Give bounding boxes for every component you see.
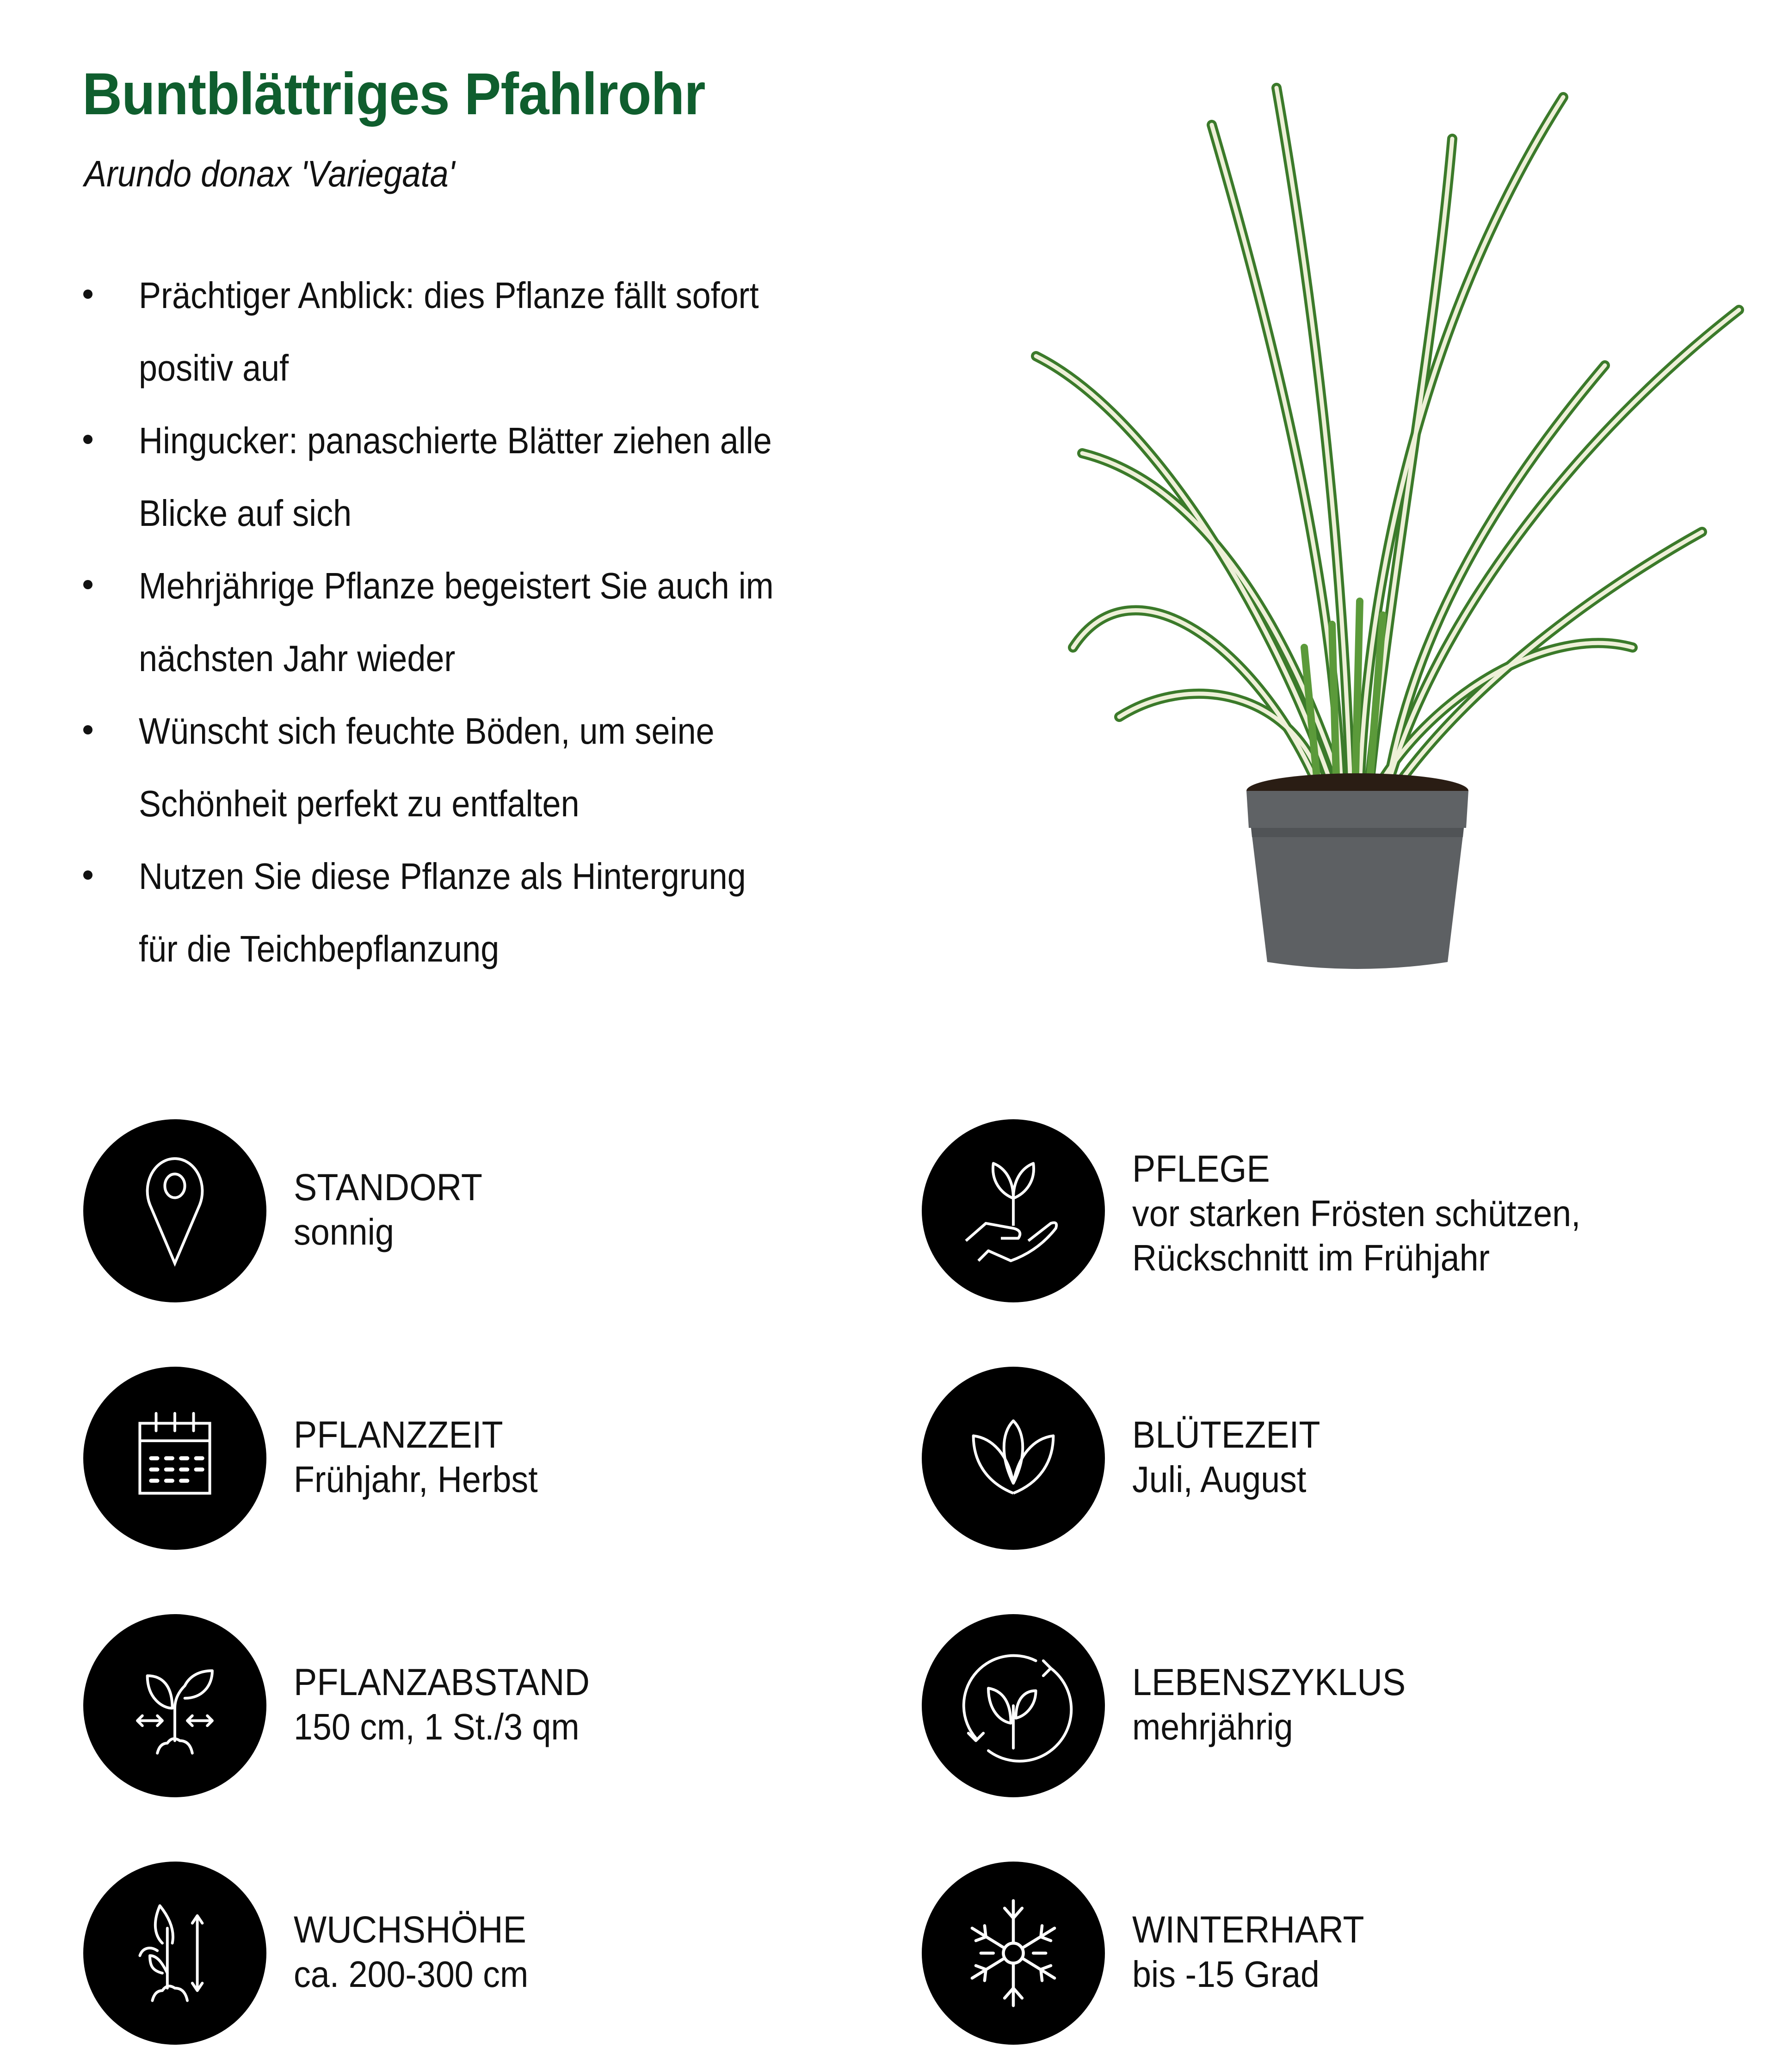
bullet-text: Mehrjährige Pflanze begeistert Sie auch im — [139, 565, 774, 606]
feature-pflanzzeit — [83, 1367, 893, 1552]
feature-heading: WUCHSHÖHE — [294, 1909, 526, 1951]
bullet-dot-icon — [83, 870, 92, 880]
latin-name: Arundo donax 'Variegata' — [84, 153, 455, 194]
bullet-text: nächsten Jahr wieder — [139, 638, 456, 679]
feature-value: ca. 200-300 cm — [294, 1954, 529, 1995]
product-title: Buntblättriges Pfahlrohr — [82, 61, 705, 127]
feature-heading: BLÜTEZEIT — [1132, 1414, 1320, 1456]
bullet-dot-icon — [83, 290, 92, 299]
bullet-item — [0, 259, 971, 404]
bullet-text: Schönheit perfekt zu entfalten — [139, 783, 580, 824]
seedling-cycle-icon — [922, 1614, 1105, 1797]
bullet-dot-icon — [83, 435, 92, 444]
feature-winterhart — [922, 1862, 1731, 2047]
feature-standort — [83, 1119, 893, 1304]
bullet-text: Blicke auf sich — [139, 493, 352, 534]
seedling-spacing-icon — [83, 1614, 266, 1797]
bullet-item — [0, 404, 971, 549]
calendar-icon — [83, 1367, 266, 1550]
feature-value: Juli, August — [1132, 1459, 1307, 1500]
product-photo — [1018, 69, 1758, 971]
bullet-item — [0, 695, 971, 840]
lotus-flower-icon — [922, 1367, 1105, 1550]
bullet-dot-icon — [83, 725, 92, 734]
feature-value: 150 cm, 1 St./3 qm — [294, 1706, 580, 1747]
bullet-text: Wünscht sich feuchte Böden, um seine — [139, 710, 715, 752]
feature-heading: STANDORT — [294, 1166, 482, 1209]
plant-pot — [1246, 773, 1468, 969]
bullet-text: positiv auf — [139, 347, 289, 388]
feature-value: mehrjährig — [1132, 1706, 1293, 1747]
bullet-text: Prächtiger Anblick: dies Pflanze fällt sofort — [139, 275, 759, 316]
feature-bullet-list — [0, 259, 971, 985]
feature-value: vor starken Frösten schützen, — [1132, 1193, 1581, 1234]
feature-value: bis -15 Grad — [1132, 1954, 1320, 1995]
feature-heading: PFLANZZEIT — [294, 1414, 503, 1456]
plant-height-icon — [83, 1862, 266, 2045]
feature-pflege — [922, 1119, 1731, 1304]
feature-lebenszyklus — [922, 1614, 1731, 1799]
bullet-text: Hingucker: panaschierte Blätter ziehen alle — [139, 420, 772, 461]
bullet-item — [0, 840, 971, 985]
feature-heading: PFLANZABSTAND — [294, 1661, 590, 1703]
feature-value: sonnig — [294, 1211, 394, 1252]
feature-bluetezeit — [922, 1367, 1731, 1552]
snowflake-icon — [922, 1862, 1105, 2045]
feature-pflanzabstand — [83, 1614, 893, 1799]
feature-wuchshoehe — [83, 1862, 893, 2047]
feature-value: Rückschnitt im Frühjahr — [1132, 1237, 1490, 1278]
feature-value: Frühjahr, Herbst — [294, 1459, 538, 1500]
bullet-item — [0, 549, 971, 695]
feature-heading: PFLEGE — [1132, 1148, 1270, 1190]
bullet-text: für die Teichbepflanzung — [139, 928, 500, 969]
bullet-dot-icon — [83, 580, 92, 589]
hand-holding-seedling-icon — [922, 1119, 1105, 1302]
grass-leaves-icon — [1036, 88, 1739, 791]
location-pin-icon — [83, 1119, 266, 1302]
feature-heading: WINTERHART — [1132, 1909, 1364, 1951]
bullet-text: Nutzen Sie diese Pflanze als Hintergrung — [139, 856, 746, 897]
feature-heading: LEBENSZYKLUS — [1132, 1661, 1406, 1703]
